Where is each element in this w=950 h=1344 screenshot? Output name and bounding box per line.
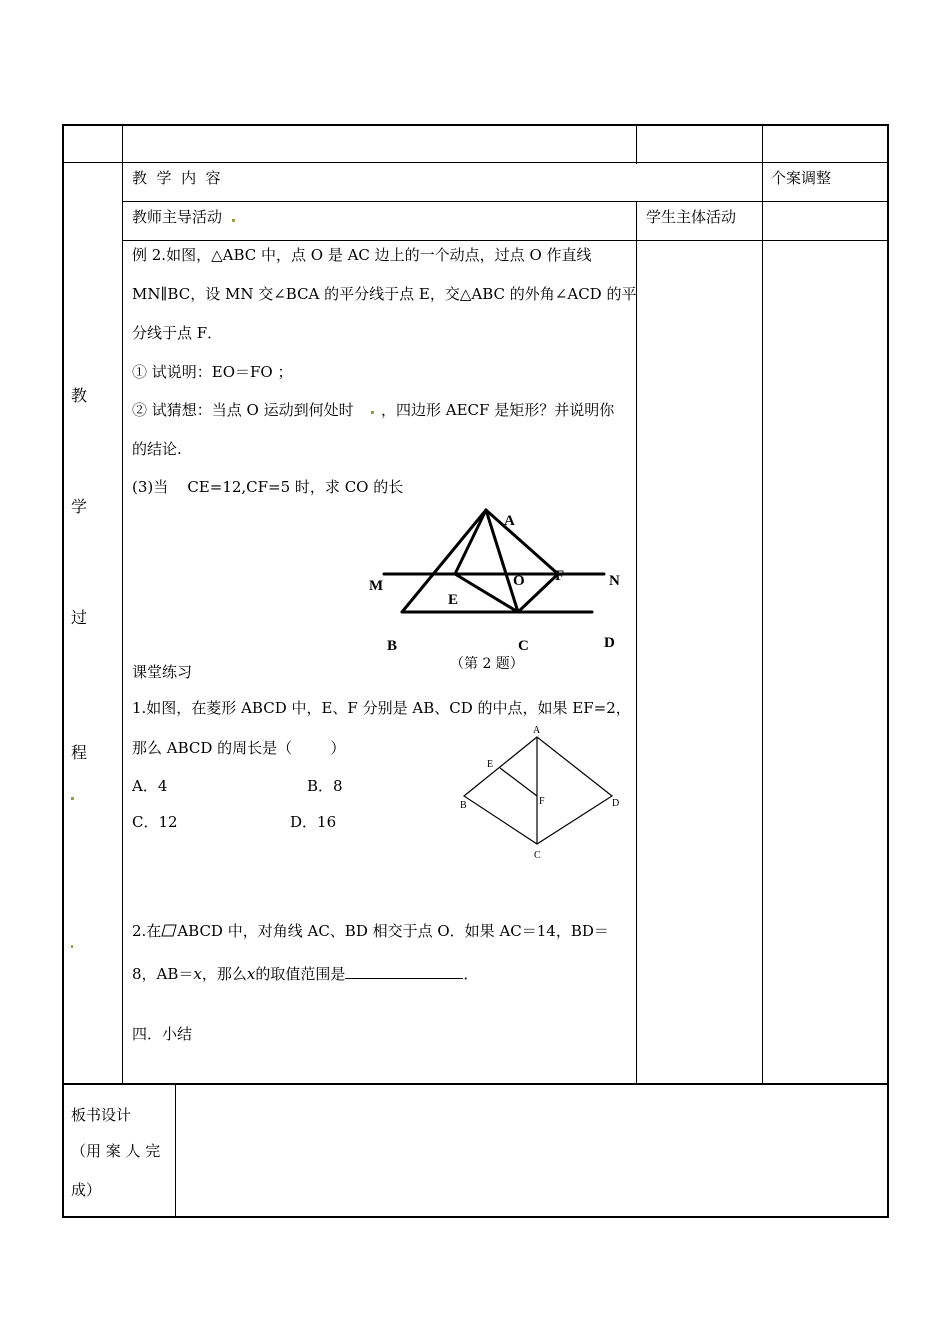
process-label-char-2: 学 [71, 497, 88, 516]
table-row-line-1 [62, 162, 889, 163]
practice-heading: 课堂练习 [132, 663, 193, 681]
q2-rest: ABCD 中，对角线 AC、BD 相交于点 O．如果 AC＝14，BD＝ [177, 922, 609, 940]
option-d: D．16 [290, 813, 337, 831]
variable-x: x [246, 965, 256, 983]
practice-q2-line1 [132, 921, 609, 941]
example2-line3: 分线于点 F． [132, 324, 223, 342]
option-a: A．4 [132, 777, 168, 795]
table-col-line-2 [636, 124, 637, 164]
board-design-line1: 板书设计 [71, 1106, 132, 1124]
example2-question2a: ② 试猜想：当点 O 运动到何处时 [132, 401, 354, 419]
figure-label-a: A [504, 513, 515, 529]
teacher-activity-header: 教师主导活动 [132, 208, 223, 226]
table-col-line-1 [122, 124, 123, 1085]
figure-label-n: N [609, 573, 620, 589]
table-border-left [62, 124, 64, 1218]
table-row-line-2 [122, 201, 889, 202]
example2-line1: 例 2.如图，△ABC 中，点 O 是 AC 边上的一个动点，过点 O 作直线 [132, 246, 592, 264]
rhombus-label-e: E [487, 759, 494, 770]
example2-question2c: 的结论. [132, 440, 182, 458]
table-row-line-3 [122, 240, 889, 241]
student-activity-header: 学生主体活动 [646, 208, 737, 226]
example2-question2b: ，四边形 AECF 是矩形？并说明你 [381, 401, 615, 419]
rhombus-label-c: C [534, 850, 541, 861]
figure-label-e: E [448, 592, 459, 608]
variable-x: x [193, 965, 202, 983]
figure-label-o: O [513, 573, 525, 589]
practice-q1-line2: 那么 ABCD 的周长是（ ） [132, 739, 346, 757]
rhombus-label-f: F [539, 796, 545, 807]
answer-blank[interactable] [345, 964, 463, 979]
q2-line2-a: 8，AB＝ [132, 965, 194, 983]
table-row-line-4 [62, 1083, 889, 1085]
marker-dot [371, 411, 374, 414]
adjust-header: 个案调整 [771, 169, 832, 187]
triangle-figure [360, 500, 630, 660]
q2-line2-c: 的取值范围是 [255, 965, 346, 983]
q2-line2-b: ，那么 [201, 965, 247, 983]
table-border-bottom [62, 1216, 889, 1218]
example2-line2: MN∥BC，设 MN 交∠BCA 的平分线于点 E，交△ABC 的外角∠ACD 的平 [132, 285, 637, 303]
rhombus-label-a: A [533, 725, 541, 736]
option-c: C．12 [132, 813, 178, 831]
example2-question1: ① 试说明：EO＝FO ； [132, 363, 293, 381]
teaching-content-header: 教 学 内 容 [132, 169, 221, 187]
rhombus-label-d: D [612, 798, 620, 809]
summary-heading: 四．小结 [132, 1025, 193, 1043]
parallelogram-icon [161, 924, 177, 937]
process-label-char-1: 教 [71, 386, 88, 405]
board-design-line3: 成） [71, 1181, 102, 1199]
process-label-char-4: 程 [71, 743, 88, 762]
rhombus-label-b: B [460, 800, 467, 811]
marker-dot [71, 797, 74, 800]
marker-dot [71, 945, 73, 948]
practice-q2-line2 [132, 964, 478, 984]
example2-question3: (3)当 CE=12,CF=5 时，求 CO 的长 [132, 478, 404, 496]
table-col-line-2b [636, 201, 637, 1085]
figure-caption: （第 2 题） [450, 656, 524, 672]
figure-label-m: M [369, 578, 384, 594]
practice-q1-line1: 1.如图，在菱形 ABCD 中，E、F 分别是 AB、CD 的中点，如果 EF=2， [132, 699, 631, 717]
q2-line2-end: ． [463, 965, 479, 983]
q2-prefix: 2.在 [132, 922, 162, 940]
table-col-line-3 [762, 124, 763, 1085]
figure-label-b: B [387, 638, 398, 654]
figure-label-f: F [555, 568, 565, 584]
figure-label-d: D [604, 635, 615, 651]
figure-label-c: C [518, 638, 529, 654]
table-border-right [887, 124, 889, 1218]
board-col-line [175, 1083, 176, 1218]
process-label-char-3: 过 [71, 608, 88, 627]
table-border-top [62, 124, 889, 126]
rhombus-figure [452, 722, 632, 864]
board-design-line2: （用 案 人 完 [71, 1142, 161, 1160]
option-b: B．8 [307, 777, 343, 795]
marker-dot [232, 219, 235, 222]
